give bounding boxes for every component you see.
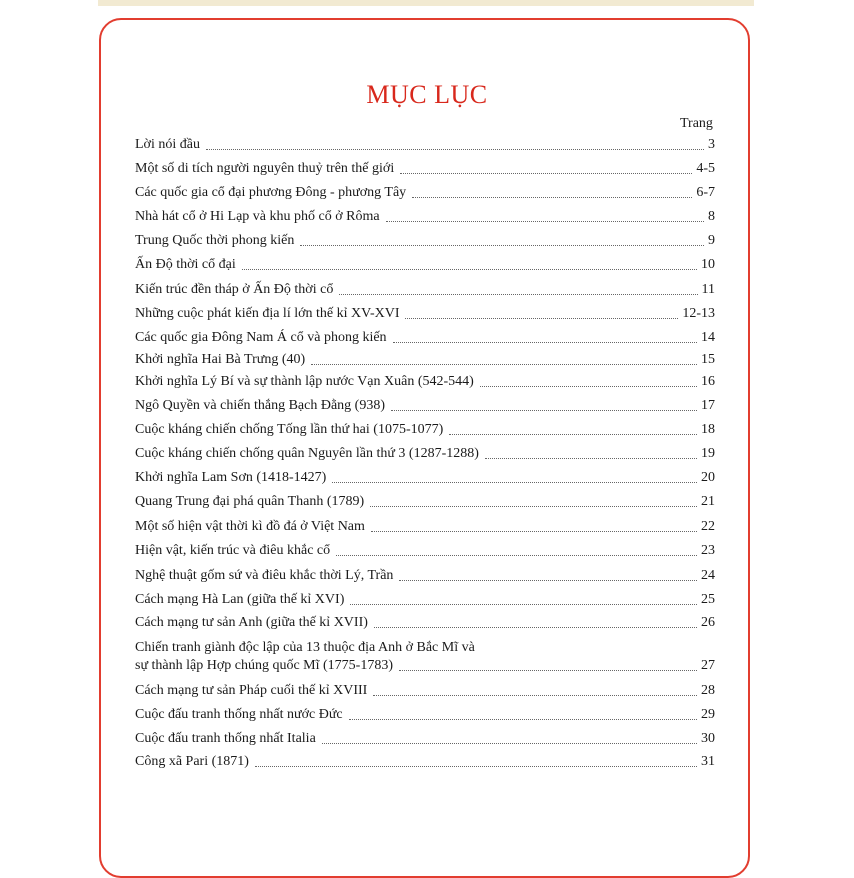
dot-leader bbox=[412, 197, 692, 198]
toc-entry-page: 6-7 bbox=[696, 185, 715, 200]
toc-entry bbox=[135, 208, 715, 226]
toc-entry-page: 18 bbox=[701, 422, 715, 437]
dot-leader bbox=[374, 627, 697, 628]
toc-entry-page: 31 bbox=[701, 754, 715, 769]
toc-entry-title: Cách mạng tư sản Anh (giữa thế kỉ XVII) bbox=[135, 615, 368, 630]
toc-entry bbox=[135, 256, 715, 274]
toc-entry-page: 30 bbox=[701, 731, 715, 746]
toc-entry-title: sự thành lập Hợp chúng quốc Mĩ (1775-1783) bbox=[135, 658, 394, 673]
toc-entry-title: Trung Quốc thời phong kiến bbox=[135, 233, 295, 248]
toc-entry bbox=[135, 614, 715, 632]
toc-entry-page: 15 bbox=[701, 352, 715, 367]
dot-leader bbox=[405, 318, 678, 319]
toc-entry bbox=[135, 639, 715, 675]
dot-leader bbox=[480, 386, 697, 387]
toc-entry-title: Nhà hát cổ ở Hi Lạp và khu phố cổ ở Rôma bbox=[135, 209, 380, 224]
dot-leader bbox=[339, 294, 697, 295]
dot-leader bbox=[373, 695, 697, 696]
toc-entry-page: 20 bbox=[701, 470, 715, 485]
dot-leader bbox=[399, 670, 697, 671]
toc-entry-page: 22 bbox=[701, 519, 715, 534]
toc-entry-page: 10 bbox=[701, 257, 715, 272]
toc-entry-title: Khởi nghĩa Lý Bí và sự thành lập nước Vạn Xuân (542-544) bbox=[135, 374, 474, 389]
toc-entry bbox=[135, 445, 715, 463]
toc-entry bbox=[135, 232, 715, 250]
toc-entry-title: Khởi nghĩa Hai Bà Trưng (40) bbox=[135, 352, 306, 367]
page-title: MỤC LỤC bbox=[366, 80, 488, 109]
toc-entry-title: Lời nói đầu bbox=[135, 137, 200, 152]
toc-entry bbox=[135, 373, 715, 391]
toc-entry-title-line: Chiến tranh giành độc lập của 13 thuộc địa Anh ở Bắc Mĩ và bbox=[135, 640, 475, 655]
toc-entry-page: 26 bbox=[701, 615, 715, 630]
toc-entry-title: Một số hiện vật thời kì đồ đá ở Việt Nam bbox=[135, 519, 365, 534]
dot-leader bbox=[336, 555, 697, 556]
toc-entry-title: Các quốc gia Đông Nam Á cổ và phong kiến bbox=[135, 330, 387, 345]
toc-entry-page: 25 bbox=[701, 592, 715, 607]
toc-entry-page: 11 bbox=[701, 282, 715, 297]
toc-entry-page: 23 bbox=[701, 543, 715, 558]
toc-entry-title: Các quốc gia cổ đại phương Đông - phương Tây bbox=[135, 185, 407, 200]
toc-entry bbox=[135, 421, 715, 439]
dot-leader bbox=[393, 342, 697, 343]
dot-leader bbox=[400, 173, 692, 174]
toc-entry-title: Cách mạng Hà Lan (giữa thế kỉ XVI) bbox=[135, 592, 345, 607]
toc-entry bbox=[135, 329, 715, 347]
toc-entry-title: Cuộc đấu tranh thống nhất Italia bbox=[135, 731, 316, 746]
dot-leader bbox=[399, 580, 697, 581]
page-column-header: Trang bbox=[680, 116, 713, 131]
toc-entry-title: Ấn Độ thời cổ đại bbox=[135, 257, 236, 272]
toc-entry-page: 17 bbox=[701, 398, 715, 413]
toc-entry-title: Nghệ thuật gốm sứ và điêu khắc thời Lý, Trần bbox=[135, 568, 394, 583]
dot-leader bbox=[371, 531, 697, 532]
toc-entry-page: 14 bbox=[701, 330, 715, 345]
dot-leader bbox=[391, 410, 697, 411]
toc-entry bbox=[135, 184, 715, 202]
toc-entry-page: 29 bbox=[701, 707, 715, 722]
dot-leader bbox=[370, 506, 697, 507]
dot-leader bbox=[255, 766, 697, 767]
toc-entry bbox=[135, 682, 715, 700]
toc-entry bbox=[135, 518, 715, 536]
toc-entry-page: 9 bbox=[708, 233, 715, 248]
dot-leader bbox=[386, 221, 704, 222]
toc-entry-page: 24 bbox=[701, 568, 715, 583]
toc-entry-page: 28 bbox=[701, 683, 715, 698]
toc-entry-page: 21 bbox=[701, 494, 715, 509]
dot-leader bbox=[350, 604, 697, 605]
toc-entry-page: 19 bbox=[701, 446, 715, 461]
toc-entry-title: Hiện vật, kiến trúc và điêu khắc cổ bbox=[135, 543, 331, 558]
toc-entry-title: Cách mạng tư sản Pháp cuối thế kỉ XVIII bbox=[135, 683, 368, 698]
toc-entry bbox=[135, 160, 715, 178]
toc-entry bbox=[135, 591, 715, 609]
toc-entry-page: 8 bbox=[708, 209, 715, 224]
toc-entry bbox=[135, 136, 715, 154]
dot-leader bbox=[206, 149, 704, 150]
toc-entry bbox=[135, 567, 715, 585]
toc-entry-title: Quang Trung đại phá quân Thanh (1789) bbox=[135, 494, 365, 509]
toc-entry bbox=[135, 281, 715, 299]
toc-entry-page: 27 bbox=[701, 658, 715, 673]
toc-entry-title: Một số di tích người nguyên thuỷ trên thế giới bbox=[135, 161, 395, 176]
toc-entry-title: Những cuộc phát kiến địa lí lớn thế kỉ XV-XVI bbox=[135, 306, 400, 321]
toc-entry-title: Ngô Quyền và chiến thắng Bạch Đằng (938) bbox=[135, 398, 385, 413]
dot-leader bbox=[449, 434, 697, 435]
toc-entry bbox=[135, 493, 715, 511]
toc-entry-title: Khởi nghĩa Lam Sơn (1418-1427) bbox=[135, 470, 327, 485]
toc-entry-title: Công xã Pari (1871) bbox=[135, 754, 249, 769]
toc-entry-page: 12-13 bbox=[682, 306, 715, 321]
toc-entry-page: 16 bbox=[701, 374, 715, 389]
toc-entry bbox=[135, 706, 715, 724]
dot-leader bbox=[485, 458, 697, 459]
toc-entry-title: Cuộc đấu tranh thống nhất nước Đức bbox=[135, 707, 343, 722]
dot-leader bbox=[300, 245, 704, 246]
toc-entry bbox=[135, 469, 715, 487]
dot-leader bbox=[311, 364, 697, 365]
toc-entry bbox=[135, 351, 715, 369]
toc-entry bbox=[135, 542, 715, 560]
toc-entry-title: Kiến trúc đền tháp ở Ấn Độ thời cổ bbox=[135, 282, 334, 297]
toc-entry-page: 4-5 bbox=[696, 161, 715, 176]
dot-leader bbox=[349, 719, 697, 720]
toc-entry-page: 3 bbox=[708, 137, 715, 152]
toc-entry-title: Cuộc kháng chiến chống Tống lần thứ hai (1075-1077) bbox=[135, 422, 444, 437]
toc-entry bbox=[135, 753, 715, 771]
toc-entry bbox=[135, 730, 715, 748]
dot-leader bbox=[332, 482, 697, 483]
toc-entry bbox=[135, 305, 715, 323]
toc-entry-title: Cuộc kháng chiến chống quân Nguyên lần thứ 3 (1287-1288) bbox=[135, 446, 479, 461]
toc-entry bbox=[135, 397, 715, 415]
dot-leader bbox=[322, 743, 697, 744]
dot-leader bbox=[242, 269, 697, 270]
